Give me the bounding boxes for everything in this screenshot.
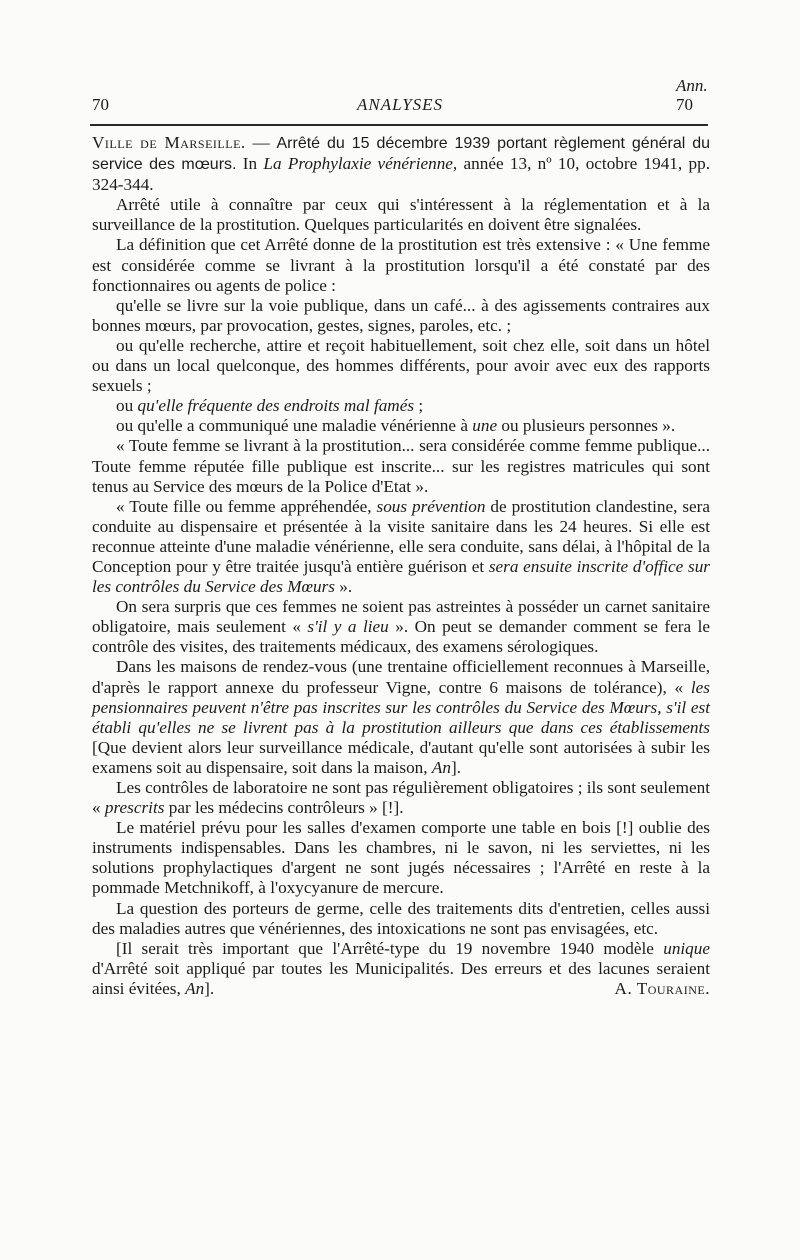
- p14-italic: unique: [663, 938, 710, 958]
- paragraph-8: [92, 497, 710, 597]
- page-number-right: 70: [676, 95, 693, 114]
- paragraph-9: [92, 597, 710, 657]
- p11-post: par les médecins contrôleurs » [!].: [164, 798, 404, 818]
- p8-post: ».: [334, 577, 353, 597]
- page-number-left: 70: [92, 95, 109, 114]
- paragraph-10: [92, 657, 710, 778]
- citation-source: Ville de Marseille.: [92, 133, 246, 152]
- signature: A. Touraine.: [614, 978, 710, 998]
- citation-journal: La Prophylaxie vénérienne,: [263, 154, 458, 174]
- paragraph-6: [92, 416, 710, 436]
- p14-end: ].: [204, 978, 215, 998]
- paragraph-13: La question des porteurs de germe, celle des traitements dits d'entretien, celles aussi des maladies autres que vénériennes, des intoxications ne sont pas envisagées, etc.: [92, 898, 710, 938]
- paragraph-4: ou qu'elle recherche, attire et reçoit habituellement, soit chez elle, soit dans un hôtel ou dans un local quelconque, des hommes différents, pour avoir avec eux des rapports sexuels ;: [92, 335, 710, 396]
- header-rule: [90, 124, 708, 126]
- p10-an: An: [431, 757, 451, 777]
- p6-pre: ou qu'elle a communiqué une maladie vénérienne à: [116, 416, 473, 436]
- p10-pre: Dans les maisons de rendez-vous (une trentaine officiellement reconnues à Marseille, d'après le rapport annexe du professeur Vigne, contre 6 maisons de tolérance), «: [92, 657, 710, 697]
- p8-italic-1: sous prévention: [376, 496, 486, 516]
- paragraph-7: « Toute femme se livrant à la prostitution... sera considérée comme femme publique... Toute femme réputée fille publique est inscrite... sur les registres matricules qui sont tenus au Service des mœurs de la Police d'Etat ».: [92, 436, 710, 496]
- p9-post: ». On peut se demander comment se fera le contrôle des visites, des traitements médicaux, des examens sérologiques.: [92, 617, 710, 657]
- citation-in: In: [236, 154, 264, 174]
- paragraph-2: La définition que cet Arrêté donne de la prostitution est très extensive : « Une femme est considérée comme se livrant à la prostitution lorsqu'il a été constaté par des fonctionnaires ou agents de police :: [92, 235, 710, 295]
- p8-italic-2: sera ensuite inscrite d'office sur les contrôles du Service des Mœurs: [92, 556, 710, 597]
- citation: [92, 133, 710, 195]
- citation-title: Arrêté du 15 décembre 1939 portant règlement général du service des mœurs.: [92, 135, 711, 174]
- p8-pre: « Toute fille ou femme appréhendée,: [116, 496, 377, 516]
- p6-italic: une: [472, 416, 498, 436]
- header-ann: Ann.: [676, 76, 708, 95]
- paragraph-5: [92, 396, 710, 416]
- paragraph-11: [92, 778, 710, 818]
- p9-pre: On sera surpris que ces femmes ne soient pas astreintes à posséder un carnet sanitaire obligatoire, mais seulement «: [92, 597, 710, 637]
- citation-dash: —: [245, 133, 277, 152]
- p5-italic: qu'elle fréquente des endroits mal famés: [137, 396, 415, 416]
- p5-post: ;: [414, 396, 424, 416]
- p14-an: An: [185, 978, 205, 998]
- p14-mid: d'Arrêté soit appliqué par toutes les Municipalités. Des erreurs et des lacunes seraient ainsi évitées,: [92, 958, 710, 998]
- article-body: [92, 133, 710, 999]
- running-title: ANALYSES: [356, 95, 444, 114]
- p10-end: ].: [450, 757, 461, 777]
- p8-mid: de prostitution clandestine, sera conduite au dispensaire et présentée à la visite sanitaire dans les 24 heures. Si elle est reconnue atteinte d'une maladie vénérienne, elle sera conduite, sans délai, à l'hôpital de la Conception pour y être traitée jusqu'à entière guérison et: [92, 496, 710, 576]
- p11-italic: prescrits: [104, 798, 165, 818]
- paragraph-14: [92, 939, 710, 999]
- p10-italic: les pensionnaires peuvent n'être pas inscrites sur les contrôles du Service des Mœurs, s'il est établi qu'elles ne se livrent pas à la prostitution ailleurs que dans ces établissements: [92, 677, 710, 737]
- p6-post: ou plusieurs personnes ».: [497, 416, 676, 436]
- paragraph-1: Arrêté utile à connaître par ceux qui s'intéressent à la réglementation et à la surveillance de la prostitution. Quelques particularités en doivent être signalées.: [92, 195, 710, 235]
- p14-pre: [Il serait très important que l'Arrêté-type du 19 novembre 1940 modèle: [116, 938, 664, 958]
- p10-post: [Que devient alors leur surveillance médicale, d'autant qu'elle sont autorisées à subir les examens soit au dispensaire, soit dans la maison,: [92, 737, 710, 777]
- paragraph-3: qu'elle se livre sur la voie publique, dans un café... à des agissements contraires aux bonnes mœurs, par provocation, gestes, signes, paroles, etc. ;: [92, 295, 710, 335]
- citation-details: année 13, nº 10, octobre 1941, pp. 324-344.: [92, 154, 710, 195]
- p11-pre: Les contrôles de laboratoire ne sont pas régulièrement obligatoires ; ils sont seulement «: [92, 778, 710, 818]
- p9-italic: s'il y a lieu: [307, 617, 389, 637]
- p5-pre: ou: [116, 396, 138, 416]
- paragraph-12: Le matériel prévu pour les salles d'examen comporte une table en bois [!] oublie des instruments indispensables. Dans les chambres, ni le savon, ni les serviettes, ni les solutions prophylactiques d'argent ne sont jugés nécessaires ; l'Arrêté en reste à la pommade Metchnikoff, à l'oxycyanure de mercure.: [92, 818, 710, 898]
